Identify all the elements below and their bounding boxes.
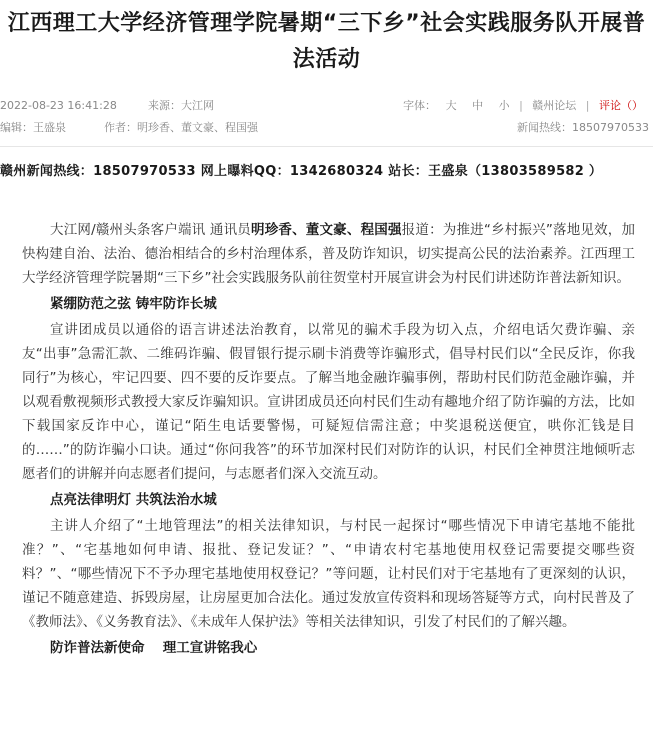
font-small-button[interactable]: 小 (498, 99, 510, 112)
intro-paragraph (22, 218, 635, 290)
intro-lead: 大江网/赣州头条客户端讯 通讯员 (50, 222, 251, 238)
divider: | (585, 99, 590, 112)
article-source: 来源：大江网 (148, 99, 214, 112)
section-1-paragraph: 宣讲团成员以通俗的语言讲述法治教育，以常见的骗术手段为切入点，介绍电话欠费诈骗、亲友“出事”急需汇款、二维码诈骗、假冒银行提示刷卡消费等诈骗形式，倡导村民们以“全民反诈，你我同行”为核心，牢记四要、四不要的反诈要点。了解当地金融诈骗事例，帮助村民们防范金融诈骗，并以观看敷视频形式教授大家反诈骗知识。宣讲团成员还向村民们生动有趣地介绍了防诈骗的方法，比如下载国家反诈中心，谨记“陌生电话要警惕，可疑短信需注意；中奖退税送便宜，哄你汇钱是目的……”的防诈骗小口诀。通过“你问我答”的环节加深村民们对防诈的认识，村民们全神贯注地倾听志愿者们的讲解并向志愿者们提问，与志愿者们深入交流互动。 (22, 322, 635, 482)
article-meta-row-2 (0, 118, 653, 138)
publish-datetime: 2022-08-23 16:41:28 (0, 99, 117, 112)
section-heading-1: 紧绷防范之弦 铸牢防诈长城 (50, 296, 217, 312)
article-authors: 作者：明珍香、董文豪、程国强 (104, 121, 258, 134)
site-hotline-bar: 赣州新闻热线：18507970533 网上曝料QQ：1342680324 站长：王盛泉（13803589582 ） (0, 164, 603, 179)
article-editor: 编辑：王盛泉 (0, 121, 66, 134)
article-body (22, 218, 635, 662)
font-medium-button[interactable]: 中 (472, 99, 484, 112)
intro-reporters: 明珍香、董文豪、程国强 (251, 222, 402, 238)
section-heading-3: 防诈普法新使命 理工宣讲铭我心 (50, 640, 258, 656)
intro-text: 报道：为推进“乡村振兴”落地见效，加快构建自治、法治、德治相结合的乡村治理体系，普及防诈知识，切实提高公民的法治素养。江西理工大学经济管理学院暑期“三下乡”社会实践服务队前往贺堂村开展宣讲会为村民们讲述防诈普法新知识。 (22, 222, 636, 286)
news-hotline: 新闻热线：18507970533 (517, 121, 649, 134)
forum-link[interactable]: 赣州论坛 (532, 99, 577, 112)
article-meta-row-1 (0, 96, 653, 116)
section-heading-2: 点亮法律明灯 共筑法治水城 (50, 492, 217, 508)
comment-link[interactable]: 评论（） (599, 99, 643, 112)
section-2-paragraph: 主讲人介绍了“土地管理法”的相关法律知识，与村民一起探讨“哪些情况下申请宅基地不能批准？”、“宅基地如何申请、报批、登记发证？”、“申请农村宅基地使用权登记需要提交哪些资料？”、“哪些情况下不予办理宅基地使用权登记？”等问题，让村民们对于宅基地有了更深刻的认识，谨记不随意建造、拆毁房屋，让房屋更加合法化。通过发放宣传资料和现场答疑等方式，向村民普及了《教师法》、《义务教育法》、《未成年人保护法》等相关法律知识，引发了村民们的了解兴趣。 (22, 518, 635, 630)
font-large-button[interactable]: 大 (445, 99, 457, 112)
article-title: 江西理工大学经济管理学院暑期“三下乡”社会实践服务队开展普法活动 (7, 11, 646, 72)
font-size-label: 字体： (403, 99, 437, 112)
header-divider (0, 146, 653, 147)
divider: | (519, 99, 523, 112)
article-tools (403, 96, 649, 116)
